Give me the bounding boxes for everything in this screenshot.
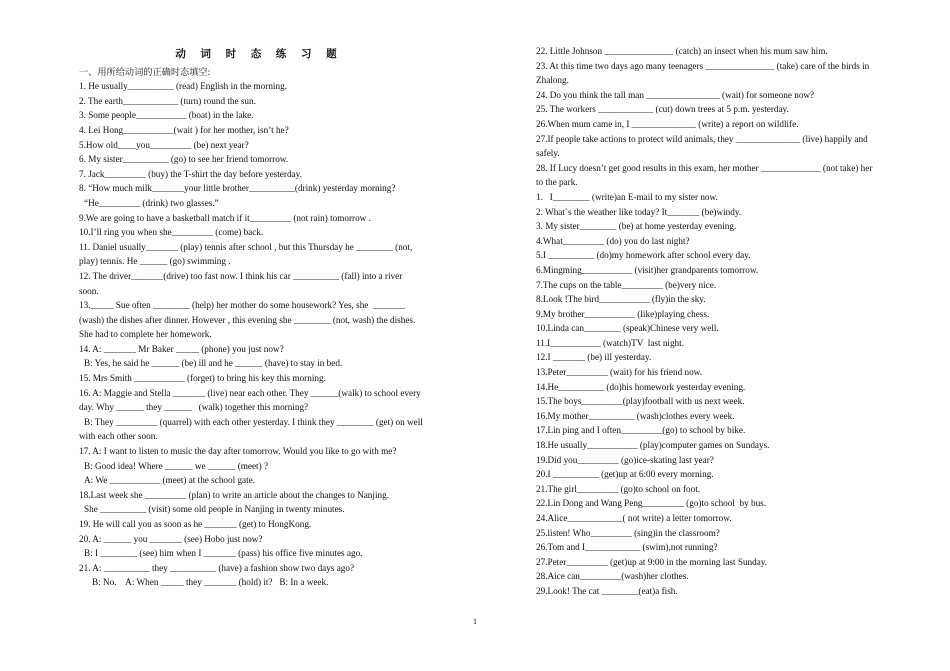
exercise-line: 18.He usually___________ (play)computer games on Sundays. — [536, 440, 770, 451]
exercise-line: 16. A: Maggie and Stella _______ (live) near each other. They ______(walk) to school every — [79, 387, 421, 398]
exercise-line: 3. My sister________ (be) at home yesterday evening. — [536, 221, 737, 232]
exercise-line: 17. A: I want to listen to music the day after tomorrow. Would you like to go with me? — [79, 446, 397, 457]
exercise-line: 27.Peter_________ (get)up at 9:00 in the morning last Sunday. — [536, 556, 768, 567]
exercise-line: Zhalong. — [536, 75, 569, 86]
exercise-line: 26.When mum came in, I ______________ (write) a report on wildlife. — [536, 118, 799, 129]
page-number: 1 — [473, 617, 477, 626]
right-column — [536, 44, 898, 599]
exercise-line: safely. — [536, 148, 560, 159]
exercise-line: B: Yes, he said he ______ (be) ill and he ______ (have) to stay in bed. — [84, 358, 343, 369]
exercise-line: 6.Mingming___________ (visit)her grandparents tomorrow. — [536, 264, 759, 275]
exercise-line: 22.Lin Dong and Wang Peng_________ (go)to school by bus. — [536, 498, 767, 509]
exercise-line: 2. What`s the weather like today? It_______ (be)windy. — [536, 206, 742, 217]
exercise-line: 3. Some people___________ (boat) in the lake. — [79, 110, 254, 121]
exercise-line: She __________ (visit) some old people in Nanjing in twenty minutes. — [84, 504, 345, 515]
exercise-line: 8.Look !The bird___________ (fly)in the sky. — [536, 294, 706, 305]
exercise-line: 19.Did you_________ (go)ice-skating last year? — [536, 454, 714, 465]
instruction: 一、用所给动词的正确时态填空: — [79, 66, 211, 77]
exercise-line: 13.Peter_________ (wait) for his friend now. — [536, 367, 703, 378]
exercise-line: 25. The workers ____________ (cut) down trees at 5 p.m. yesterday. — [536, 104, 789, 115]
exercise-line: 7. Jack_________ (buy) the T-shirt the day before yesterday. — [79, 168, 302, 179]
exercise-line: 6. My sister__________ (go) to see her friend tomorrow. — [79, 154, 289, 165]
exercise-line: 12. The driver_______(drive) too fast now. I think his car __________ (fall) into a river — [79, 270, 403, 281]
exercise-line: to the park. — [536, 177, 578, 188]
exercise-line: 9.We are going to have a basketball match if it_________ (not rain) tomorrow . — [79, 212, 371, 223]
exercise-line: 20. A: ______ you _______ (see) Hobo just now? — [79, 533, 263, 544]
exercise-line: 4.What_________ (do) you do last night? — [536, 235, 690, 246]
exercise-line: 29.Look! The cat ________(eat)a fish. — [536, 585, 678, 596]
exercise-line: 27.If people take actions to protect wild animals, they ______________ (live) happily and — [536, 133, 868, 144]
exercise-line: B: They _________ (quarrel) with each other yesterday. I think they ________ (get) on well — [84, 416, 423, 427]
exercise-line: 14. A: _______ Mr Baker _____ (phone) you just now? — [79, 343, 284, 354]
exercise-line: 22. Little Johnson _______________ (catch) an insect when his mum saw him. — [536, 46, 828, 56]
exercise-line: 13._____ Sue often ________ (help) her mother do some housework? Yes, she _______ — [79, 300, 406, 311]
exercise-line: soon. — [79, 285, 99, 296]
exercise-line: 28. If Lucy doesn’t get good results in this exam, her mother _____________ (not take) her — [536, 162, 873, 173]
exercise-line: 25.listen! Who_________ (sing)in the classroom? — [536, 527, 720, 538]
exercise-line: 24. Do you think the tall man ________________ (wait) for someone now? — [536, 89, 815, 100]
left-exercise-list — [79, 79, 439, 590]
exercise-line: 18.Last week she _________ (plan) to write an article about the changes to Nanjing. — [79, 489, 389, 500]
exercise-line: 16.My mother__________ (wash)clothes every week. — [536, 410, 735, 421]
exercise-line: 5.I __________ (do)my homework after school every day. — [536, 250, 751, 261]
exercise-line: 2. The earth____________ (turn) round the sun. — [79, 95, 256, 106]
page-title: 动 词 时 态 练 习 题 — [175, 49, 343, 60]
right-exercise-list — [536, 44, 898, 599]
exercise-line: 24.Alice____________( not write) a letter tomorrow. — [536, 513, 732, 523]
exercise-line: 1. He usually__________ (read) English in the morning. — [79, 81, 287, 92]
exercise-line: 14.He__________ (do)his homework yesterday evening. — [536, 381, 746, 392]
exercise-line: B: No. A: When _____ they _______ (hold) it? B: In a week. — [92, 577, 329, 588]
exercise-line: 1. I________ (write)an E-mail to my sister now. — [536, 191, 718, 202]
exercise-line: 15.The boys_________(play)football with us next week. — [536, 396, 745, 407]
exercise-line: 10.Linda can________ (speak)Chinese very well. — [536, 323, 719, 334]
exercise-line: 11.I___________ (watch)TV last night. — [536, 337, 684, 348]
exercise-line: 12.I _______ (be) ill yesterday. — [536, 352, 652, 363]
left-column — [79, 44, 439, 590]
exercise-line: (wash) the dishes after dinner. However , this evening she ________ (not, wash) the dishes. — [79, 314, 416, 325]
exercise-line: B: Good idea! Where ______ we ______ (meet) ? — [84, 460, 269, 471]
exercise-line: 21. A: __________ they __________ (have) a fashion show two days ago? — [79, 562, 355, 573]
exercise-line: 19. He will call you as soon as he _______ (get) to HongKong. — [79, 519, 312, 529]
exercise-line: play) tennis. He ______ (go) swimming . — [79, 256, 231, 267]
exercise-line: 21.The girl_________ (go)to school on foot. — [536, 483, 701, 494]
exercise-line: 10.I’ll ring you when she_________ (come) back. — [79, 227, 264, 238]
exercise-line: 20.I __________ (get)up at 6:00 every morning. — [536, 469, 714, 480]
exercise-line: She had to complete her homework. — [79, 329, 212, 340]
exercise-line: day. Why ______ they ______ (walk) together this morning? — [79, 402, 309, 413]
exercise-line: 7.The cups on the table_________ (be)very nice. — [536, 279, 717, 290]
exercise-line: 11. Daniel usually_______ (play) tennis after school , but this Thursday he ________ (not, — [79, 241, 413, 252]
exercise-line: 9.My brother___________ (like)playing chess. — [536, 308, 710, 319]
exercise-line: 8. “How much milk_______your little brother__________(drink) yesterday morning? — [79, 183, 396, 194]
exercise-line: 26.Tom and I____________ (swim),not running? — [536, 542, 718, 553]
exercise-line: with each other soon. — [79, 431, 158, 442]
exercise-line: “He_________ (drink) two glasses.” — [84, 197, 219, 208]
exercise-line: 28.Aice can_________(wash)her clothes. — [536, 571, 689, 582]
exercise-line: 23. At this time two days ago many teenagers _______________ (take) care of the birds in — [536, 60, 870, 71]
exercise-line: 17.Lin ping and I often_________(go) to school by bike. — [536, 425, 746, 436]
exercise-line: 4. Lei Hong___________(wait ) for her mother, isn’t he? — [79, 124, 289, 135]
exercise-line: 5.How old____you_________ (be) next year? — [79, 139, 249, 150]
exercise-line: 15. Mrs Smith ___________ (forget) to bring his key this morning. — [79, 373, 326, 384]
exercise-line: A: We ___________ (meet) at the school gate. — [84, 475, 256, 486]
exercise-line: B: I ________ (see) him when I _______ (pass) his office five minutes ago. — [84, 548, 363, 559]
